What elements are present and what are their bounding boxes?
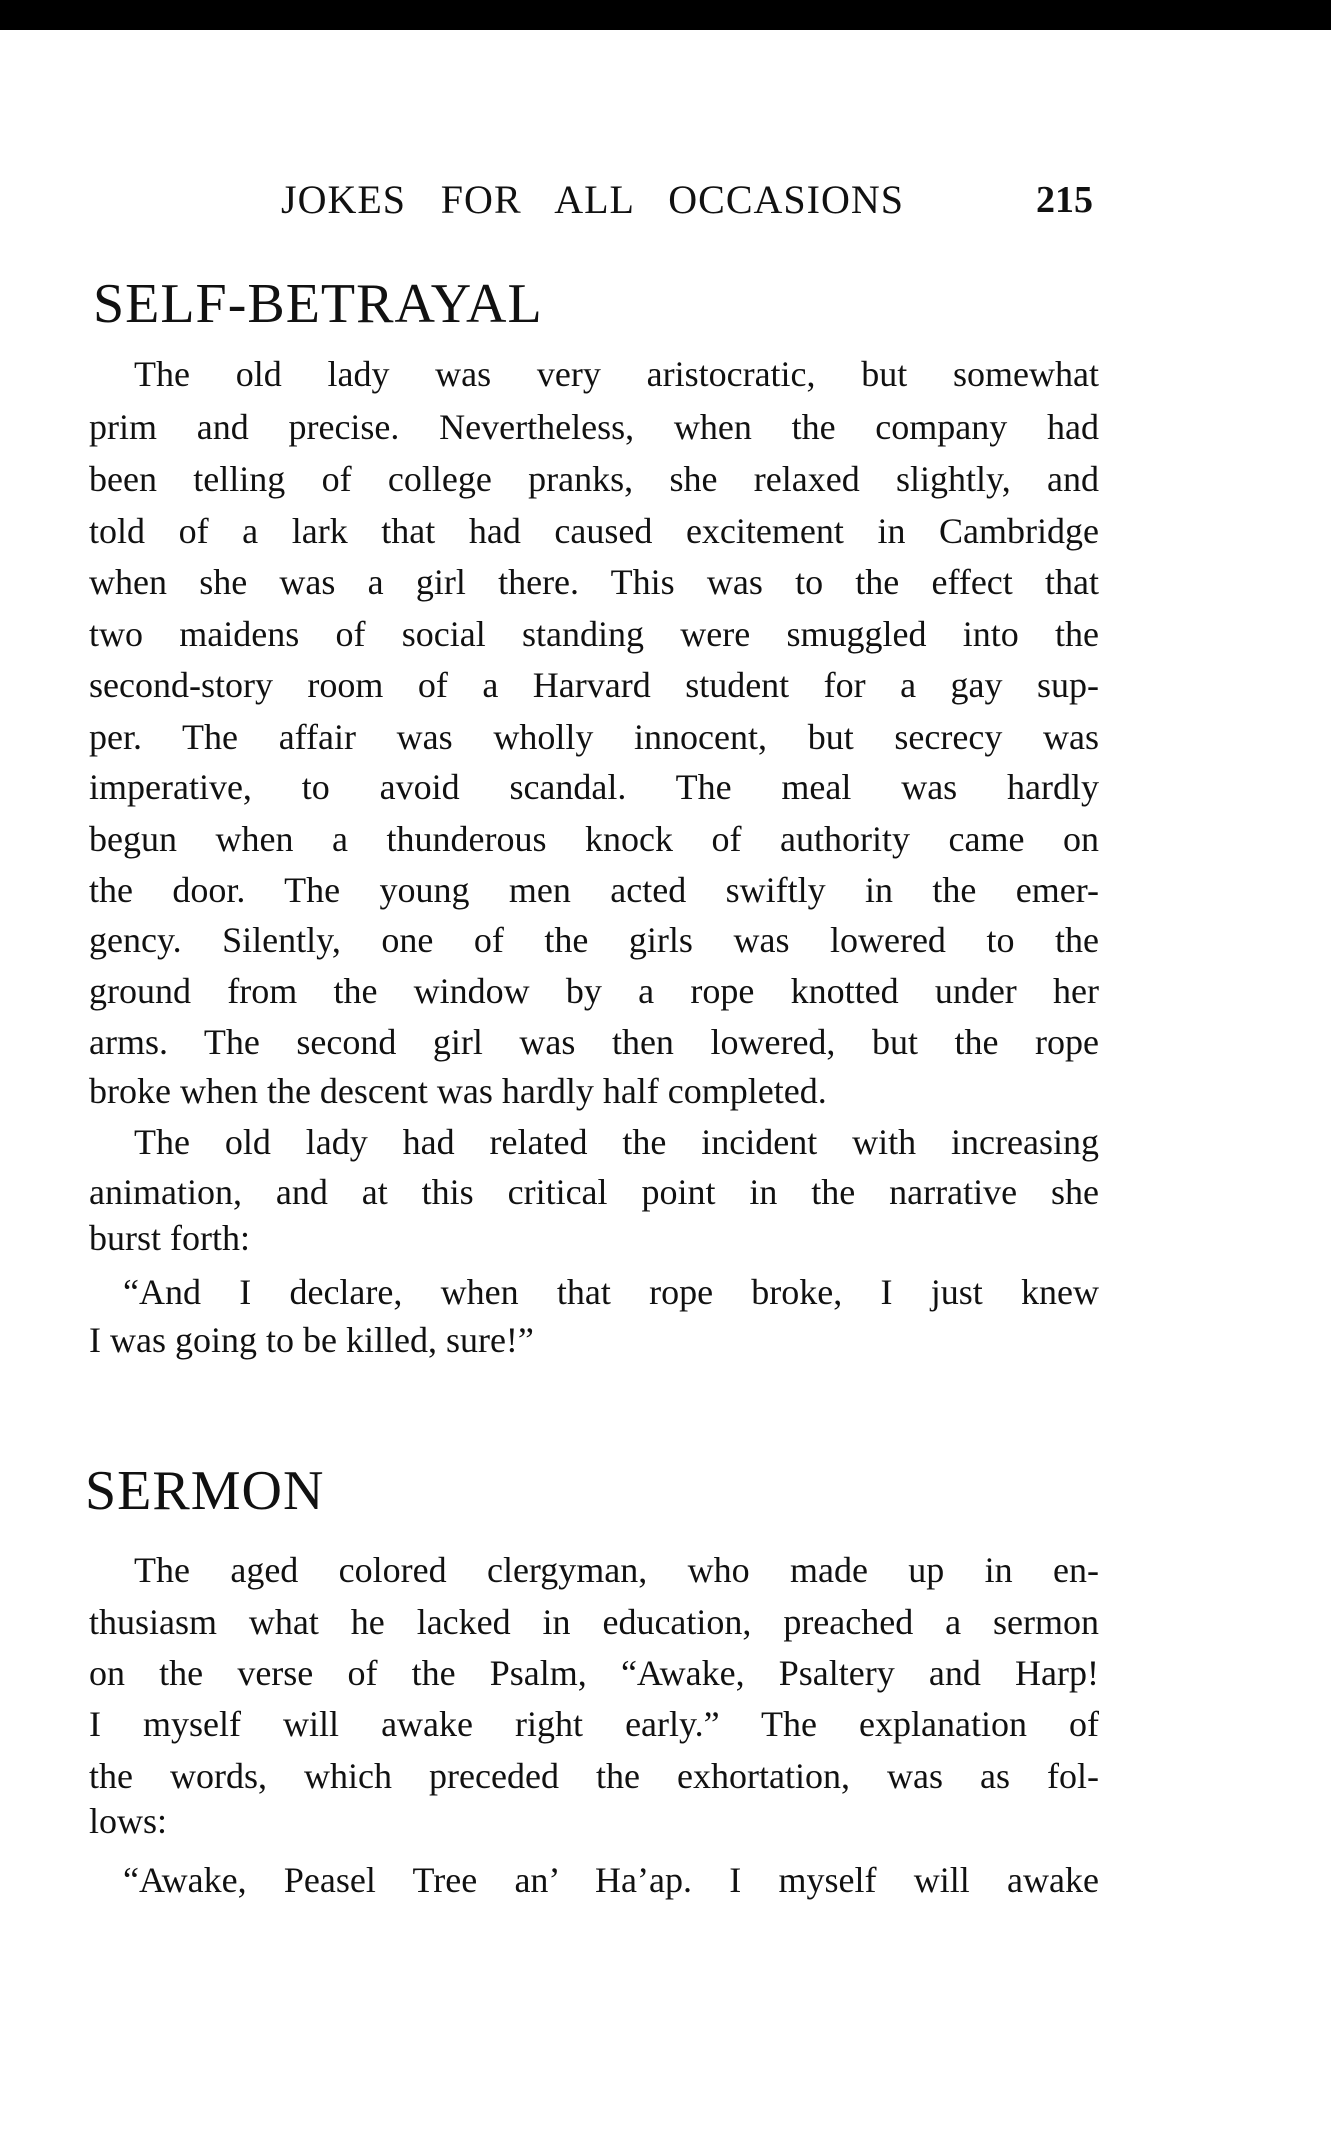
text-line: told of a lark that had caused excitement in Cambridge — [89, 511, 1099, 551]
text-line: lows: — [89, 1801, 168, 1841]
text-line: I was going to be killed, sure!” — [89, 1320, 534, 1360]
running-head: JOKES FOR ALL OCCASIONS — [281, 177, 904, 222]
text-line: the door. The young men acted swiftly in the emer- — [89, 870, 1099, 910]
text-line: “Awake, Peasel Tree an’ Ha’ap. I myself will awake — [123, 1860, 1099, 1900]
text-line: second-story room of a Harvard student for a gay sup- — [89, 665, 1099, 705]
text-line: The old lady was very aristocratic, but somewhat — [134, 354, 1099, 394]
text-line: broke when the descent was hardly half completed. — [89, 1071, 827, 1111]
text-line: when she was a girl there. This was to the effect that — [89, 562, 1099, 602]
page-number: 215 — [1036, 179, 1093, 221]
text-line: burst forth: — [89, 1218, 250, 1258]
section-title: SELF-BETRAYAL — [93, 273, 543, 335]
section-title: SERMON — [85, 1460, 325, 1522]
text-line: The aged colored clergyman, who made up in en- — [134, 1550, 1099, 1590]
text-line: per. The affair was wholly innocent, but secrecy was — [89, 717, 1099, 757]
text-line: ground from the window by a rope knotted under her — [89, 971, 1099, 1011]
text-line: begun when a thunderous knock of authority came on — [89, 819, 1099, 859]
text-line: I myself will awake right early.” The explanation of — [89, 1704, 1099, 1744]
text-line: arms. The second girl was then lowered, but the rope — [89, 1022, 1099, 1062]
text-line: been telling of college pranks, she relaxed slightly, and — [89, 459, 1099, 499]
text-line: The old lady had related the incident with increasing — [134, 1122, 1099, 1162]
text-line: two maidens of social standing were smuggled into the — [89, 614, 1099, 654]
text-line: on the verse of the Psalm, “Awake, Psaltery and Harp! — [89, 1653, 1099, 1693]
scan-border — [0, 0, 1331, 30]
text-line: imperative, to avoid scandal. The meal was hardly — [89, 767, 1099, 807]
text-line: “And I declare, when that rope broke, I just knew — [123, 1272, 1099, 1312]
text-line: prim and precise. Nevertheless, when the company had — [89, 407, 1099, 447]
text-line: animation, and at this critical point in the narrative she — [89, 1172, 1099, 1212]
text-line: the words, which preceded the exhortation, was as fol- — [89, 1756, 1099, 1796]
text-line: gency. Silently, one of the girls was lowered to the — [89, 920, 1099, 960]
text-line: thusiasm what he lacked in education, preached a sermon — [89, 1602, 1099, 1642]
